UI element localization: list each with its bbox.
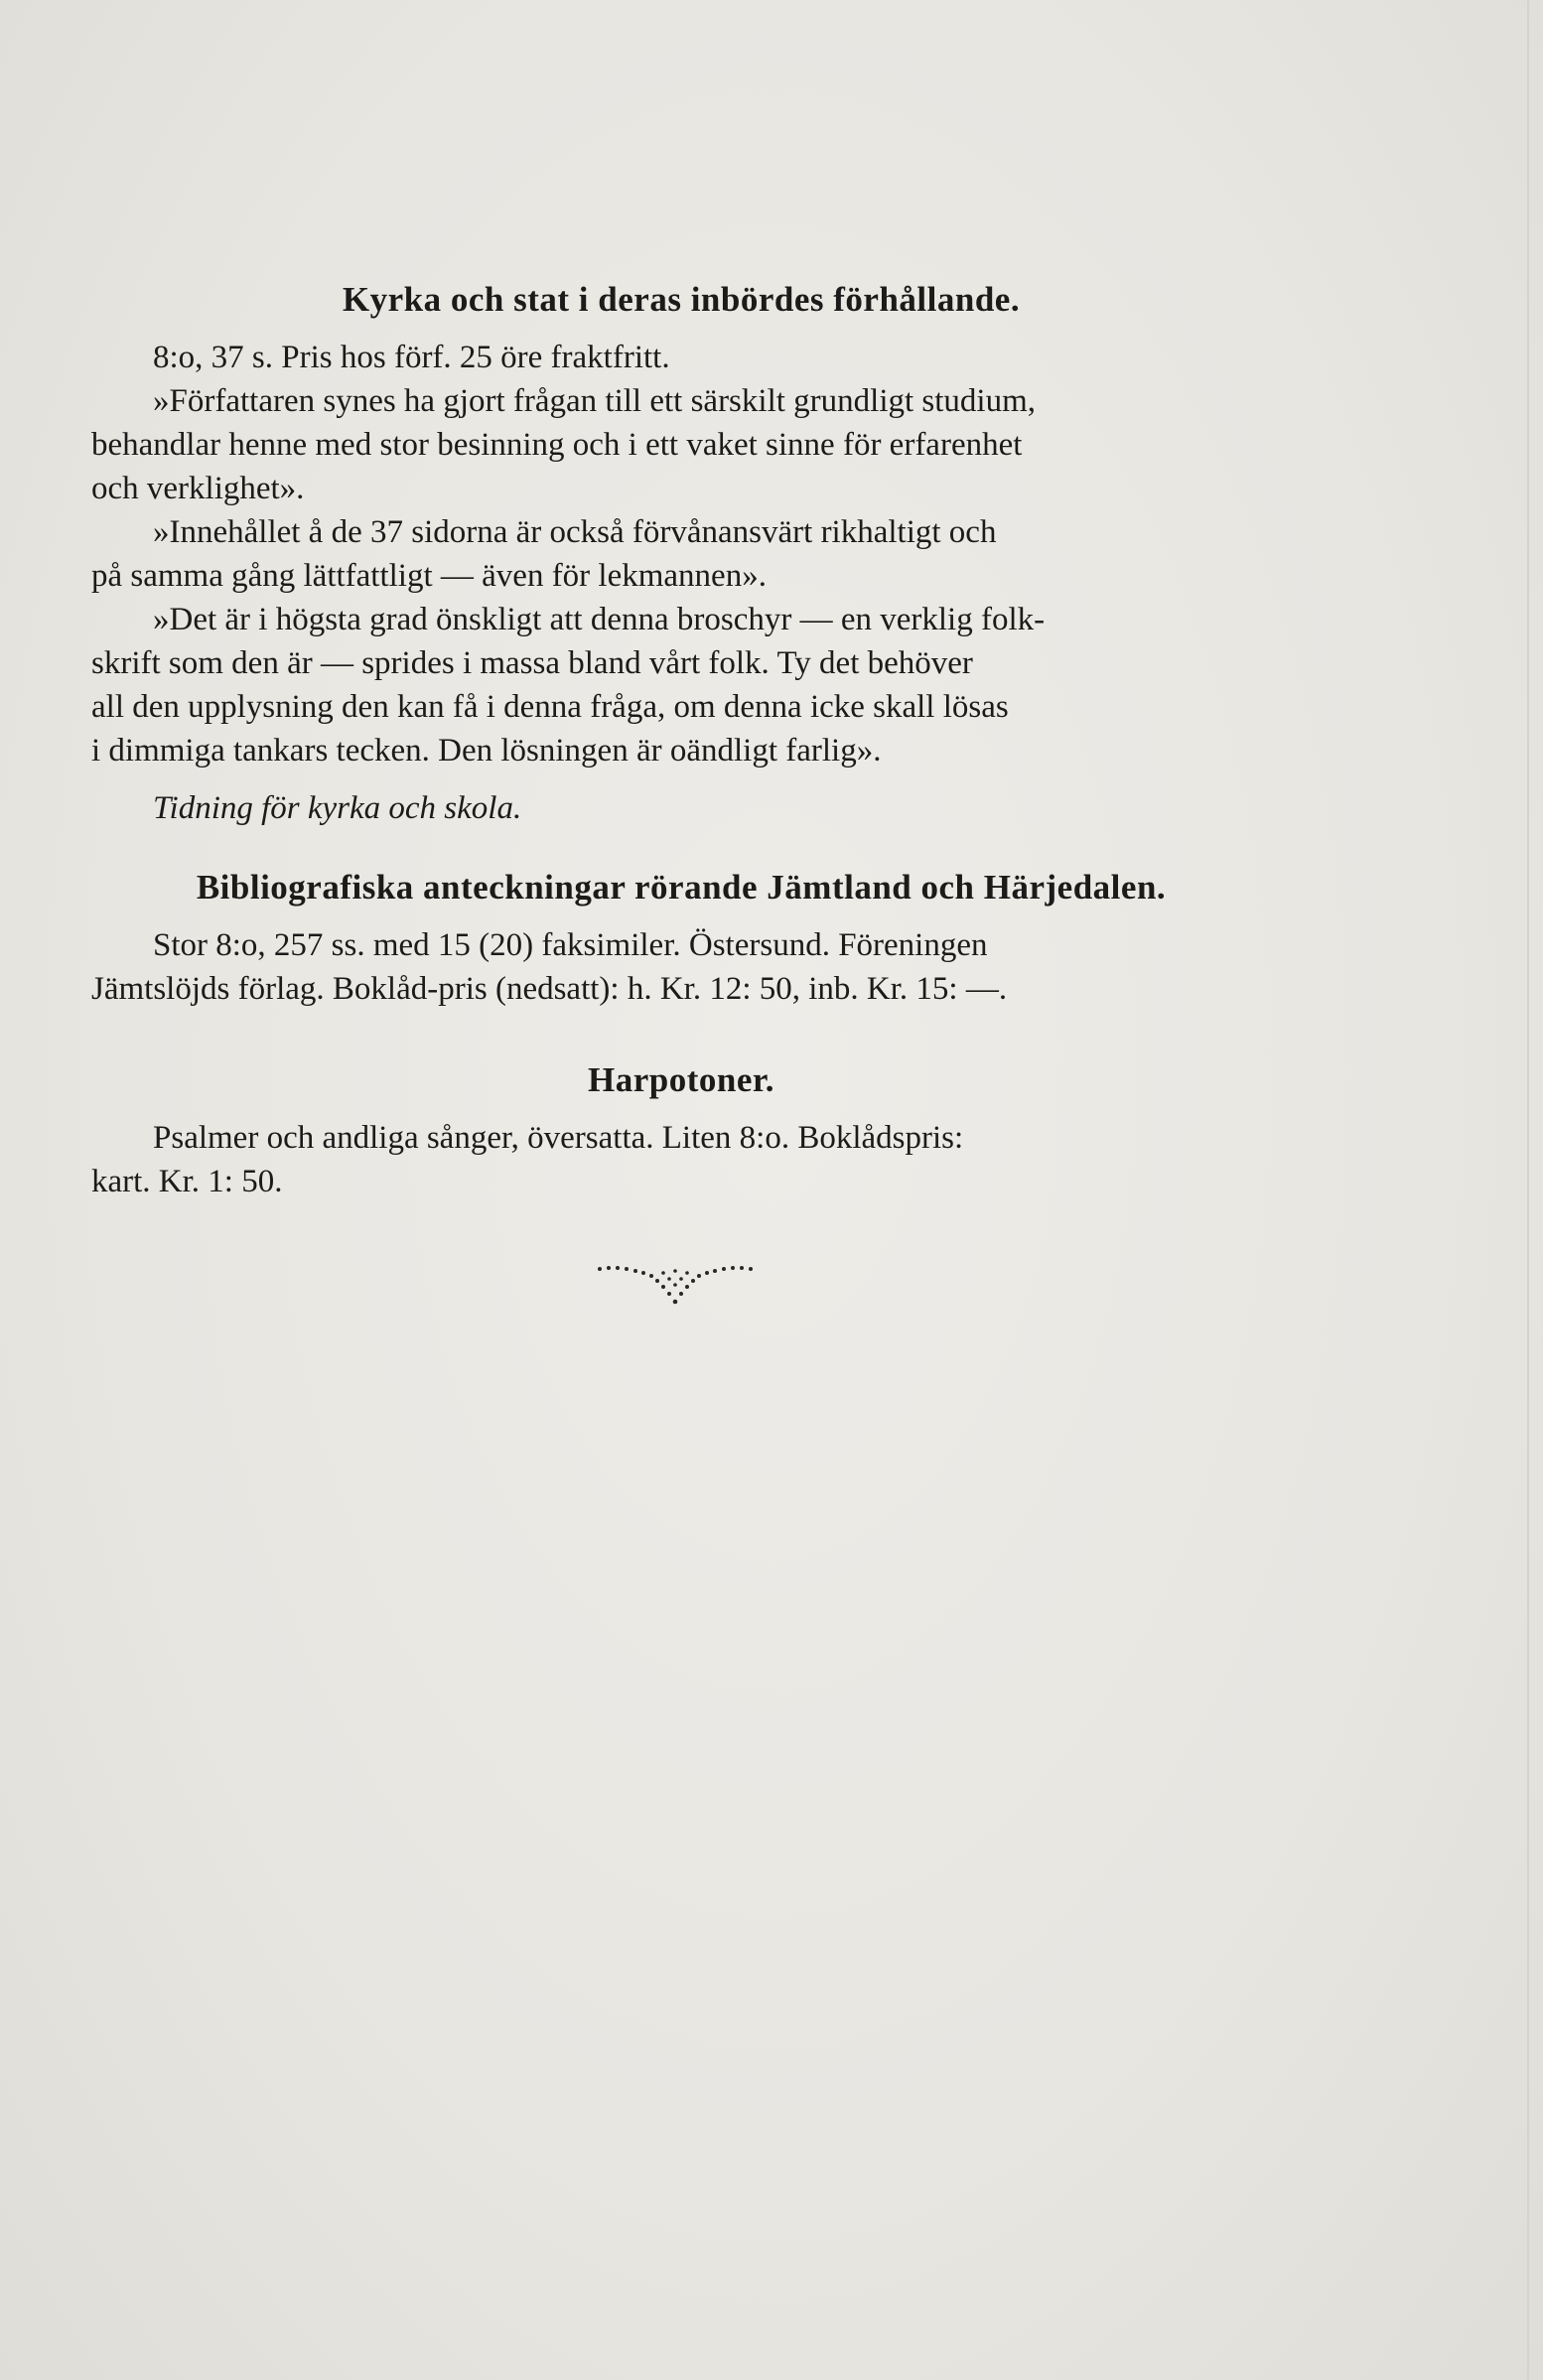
entry-meta: 8:o, 37 s. Pris hos förf. 25 öre fraktfritt. (153, 340, 670, 375)
quote-line: »Författaren synes ha gjort frågan till ett särskilt grundligt studium, (153, 383, 1037, 419)
entry-line: Psalmer och andliga sånger, översatta. Liten 8:o. Boklådspris: (153, 1120, 964, 1156)
entry-line: kart. Kr. 1: 50. (91, 1164, 283, 1199)
entry-harpotoner (91, 1058, 1271, 1203)
quote-line: och verklighet». (91, 471, 305, 506)
entry-title: Bibliografiska anteckningar rörande Jämtland och Härjedalen. (196, 868, 1167, 907)
quote-line: »Det är i högsta grad önskligt att denna broschyr — en verklig folk- (153, 602, 1046, 637)
entry-kyrka (91, 278, 1271, 830)
document-body (91, 278, 1271, 1203)
quote-line: på samma gång lättfattligt — även för lekmannen». (91, 558, 767, 594)
entry-bibliografiska (91, 866, 1271, 1011)
quote-line: all den upplysning den kan få i denna fråga, om denna icke skall lösas (91, 689, 1009, 725)
page-edge (1527, 0, 1529, 2380)
entry-line: Stor 8:o, 257 ss. med 15 (20) faksimiler. Östersund. Föreningen (153, 927, 988, 963)
dotted-ornament-icon (592, 1259, 761, 1315)
entry-title: Harpotoner. (588, 1060, 774, 1099)
quote-line: »Innehållet å de 37 sidorna är också förvånansvärt rikhaltigt och (153, 514, 997, 550)
quote-line: behandlar henne med stor besinning och i ett vaket sinne för erfarenhet (91, 427, 1023, 463)
quote-source: Tidning för kyrka och skola. (153, 790, 522, 826)
entry-line: Jämtslöjds förlag. Boklåd-pris (nedsatt): h. Kr. 12: 50, inb. Kr. 15: —. (91, 971, 1008, 1007)
quote-line: i dimmiga tankars tecken. Den lösningen är oändligt farlig». (91, 733, 882, 769)
entry-title: Kyrka och stat i deras inbördes förhållande. (342, 280, 1021, 319)
quote-line: skrift som den är — sprides i massa bland vårt folk. Ty det behöver (91, 645, 973, 681)
